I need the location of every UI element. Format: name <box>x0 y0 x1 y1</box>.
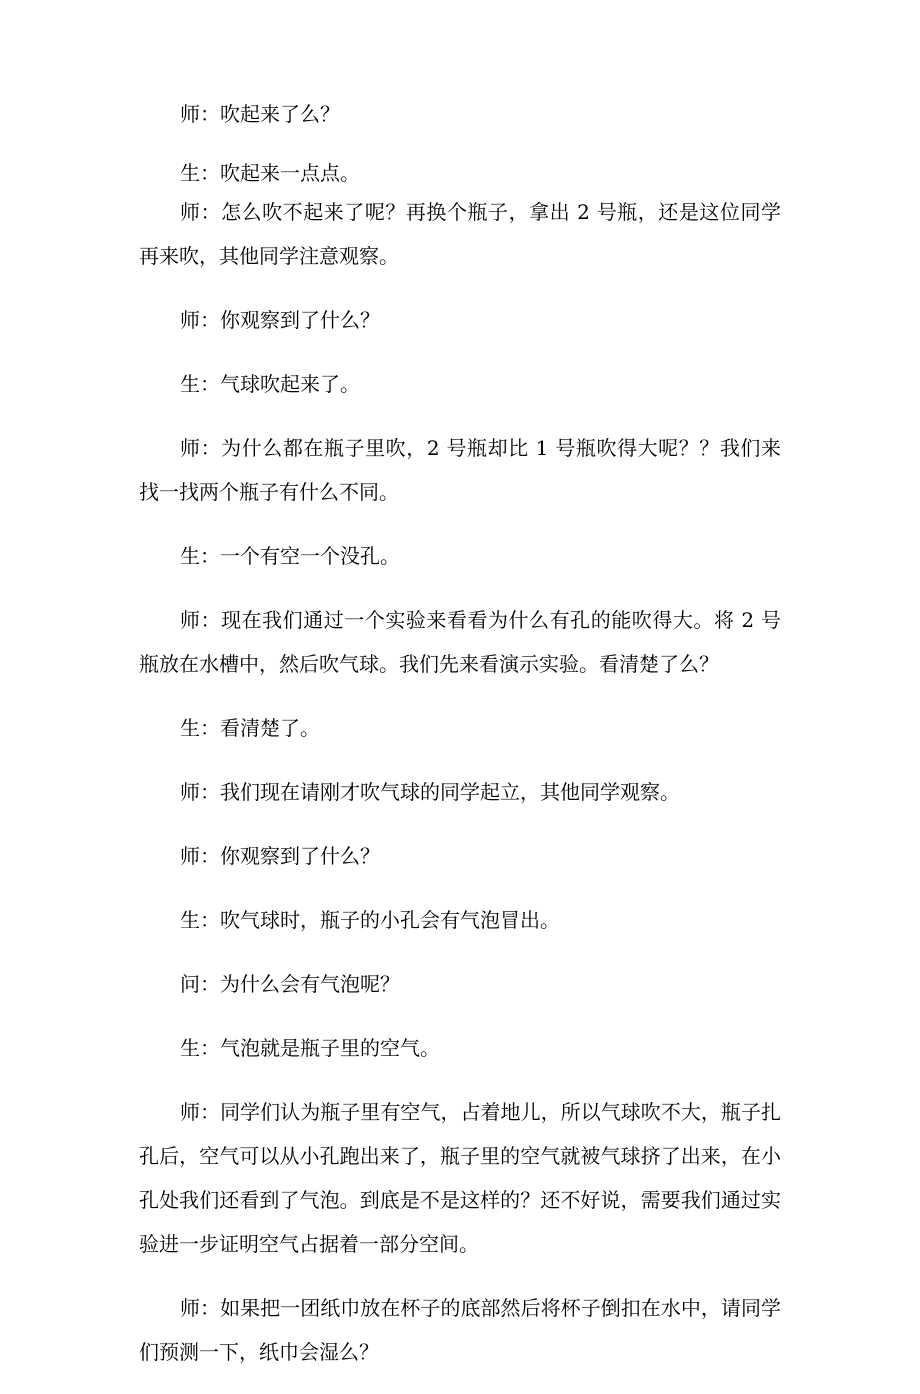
paragraph: 师：吹起来了么？ <box>180 102 340 126</box>
paragraph: 师：为什么都在瓶子里吹，2 号瓶却比 1 号瓶吹得大呢？？我们来找一找两个瓶子有什么不同。 <box>139 436 781 504</box>
paragraph: 师：如果把一团纸巾放在杯子的底部然后将杯子倒扣在水中，请同学们预测一下，纸巾会湿么？ <box>139 1296 781 1364</box>
paragraph: 师：你观察到了什么？ <box>180 308 380 332</box>
paragraph: 生：气泡就是瓶子里的空气。 <box>180 1036 440 1060</box>
paragraph: 师：你观察到了什么？ <box>180 844 380 868</box>
paragraph: 生：气球吹起来了。 <box>180 372 360 396</box>
paragraph: 问：为什么会有气泡呢？ <box>180 972 400 996</box>
paragraph: 师：同学们认为瓶子里有空气，占着地儿，所以气球吹不大，瓶子扎孔后，空气可以从小孔跑出来了，瓶子里的空气就被气球挤了出来，在小孔处我们还看到了气泡。到底是不是这样的？还不好说，需要我们通过实验进一步证明空气占据着一部分空间。 <box>139 1100 781 1256</box>
paragraph: 师：现在我们通过一个实验来看看为什么有孔的能吹得大。将 2 号瓶放在水槽中，然后吹气球。我们先来看演示实验。看清楚了么？ <box>139 608 781 676</box>
paragraph: 师：我们现在请刚才吹气球的同学起立，其他同学观察。 <box>180 780 680 804</box>
paragraph: 生：一个有空一个没孔。 <box>180 544 400 568</box>
document-body <box>139 92 781 1394</box>
paragraph: 生：看清楚了。 <box>180 716 320 740</box>
paragraph: 师：怎么吹不起来了呢？再换个瓶子，拿出 2 号瓶，还是这位同学再来吹，其他同学注意观察。 <box>139 200 781 268</box>
paragraph: 生：吹起来一点点。 <box>180 161 360 185</box>
paragraph: 生：吹气球时，瓶子的小孔会有气泡冒出。 <box>180 908 560 932</box>
